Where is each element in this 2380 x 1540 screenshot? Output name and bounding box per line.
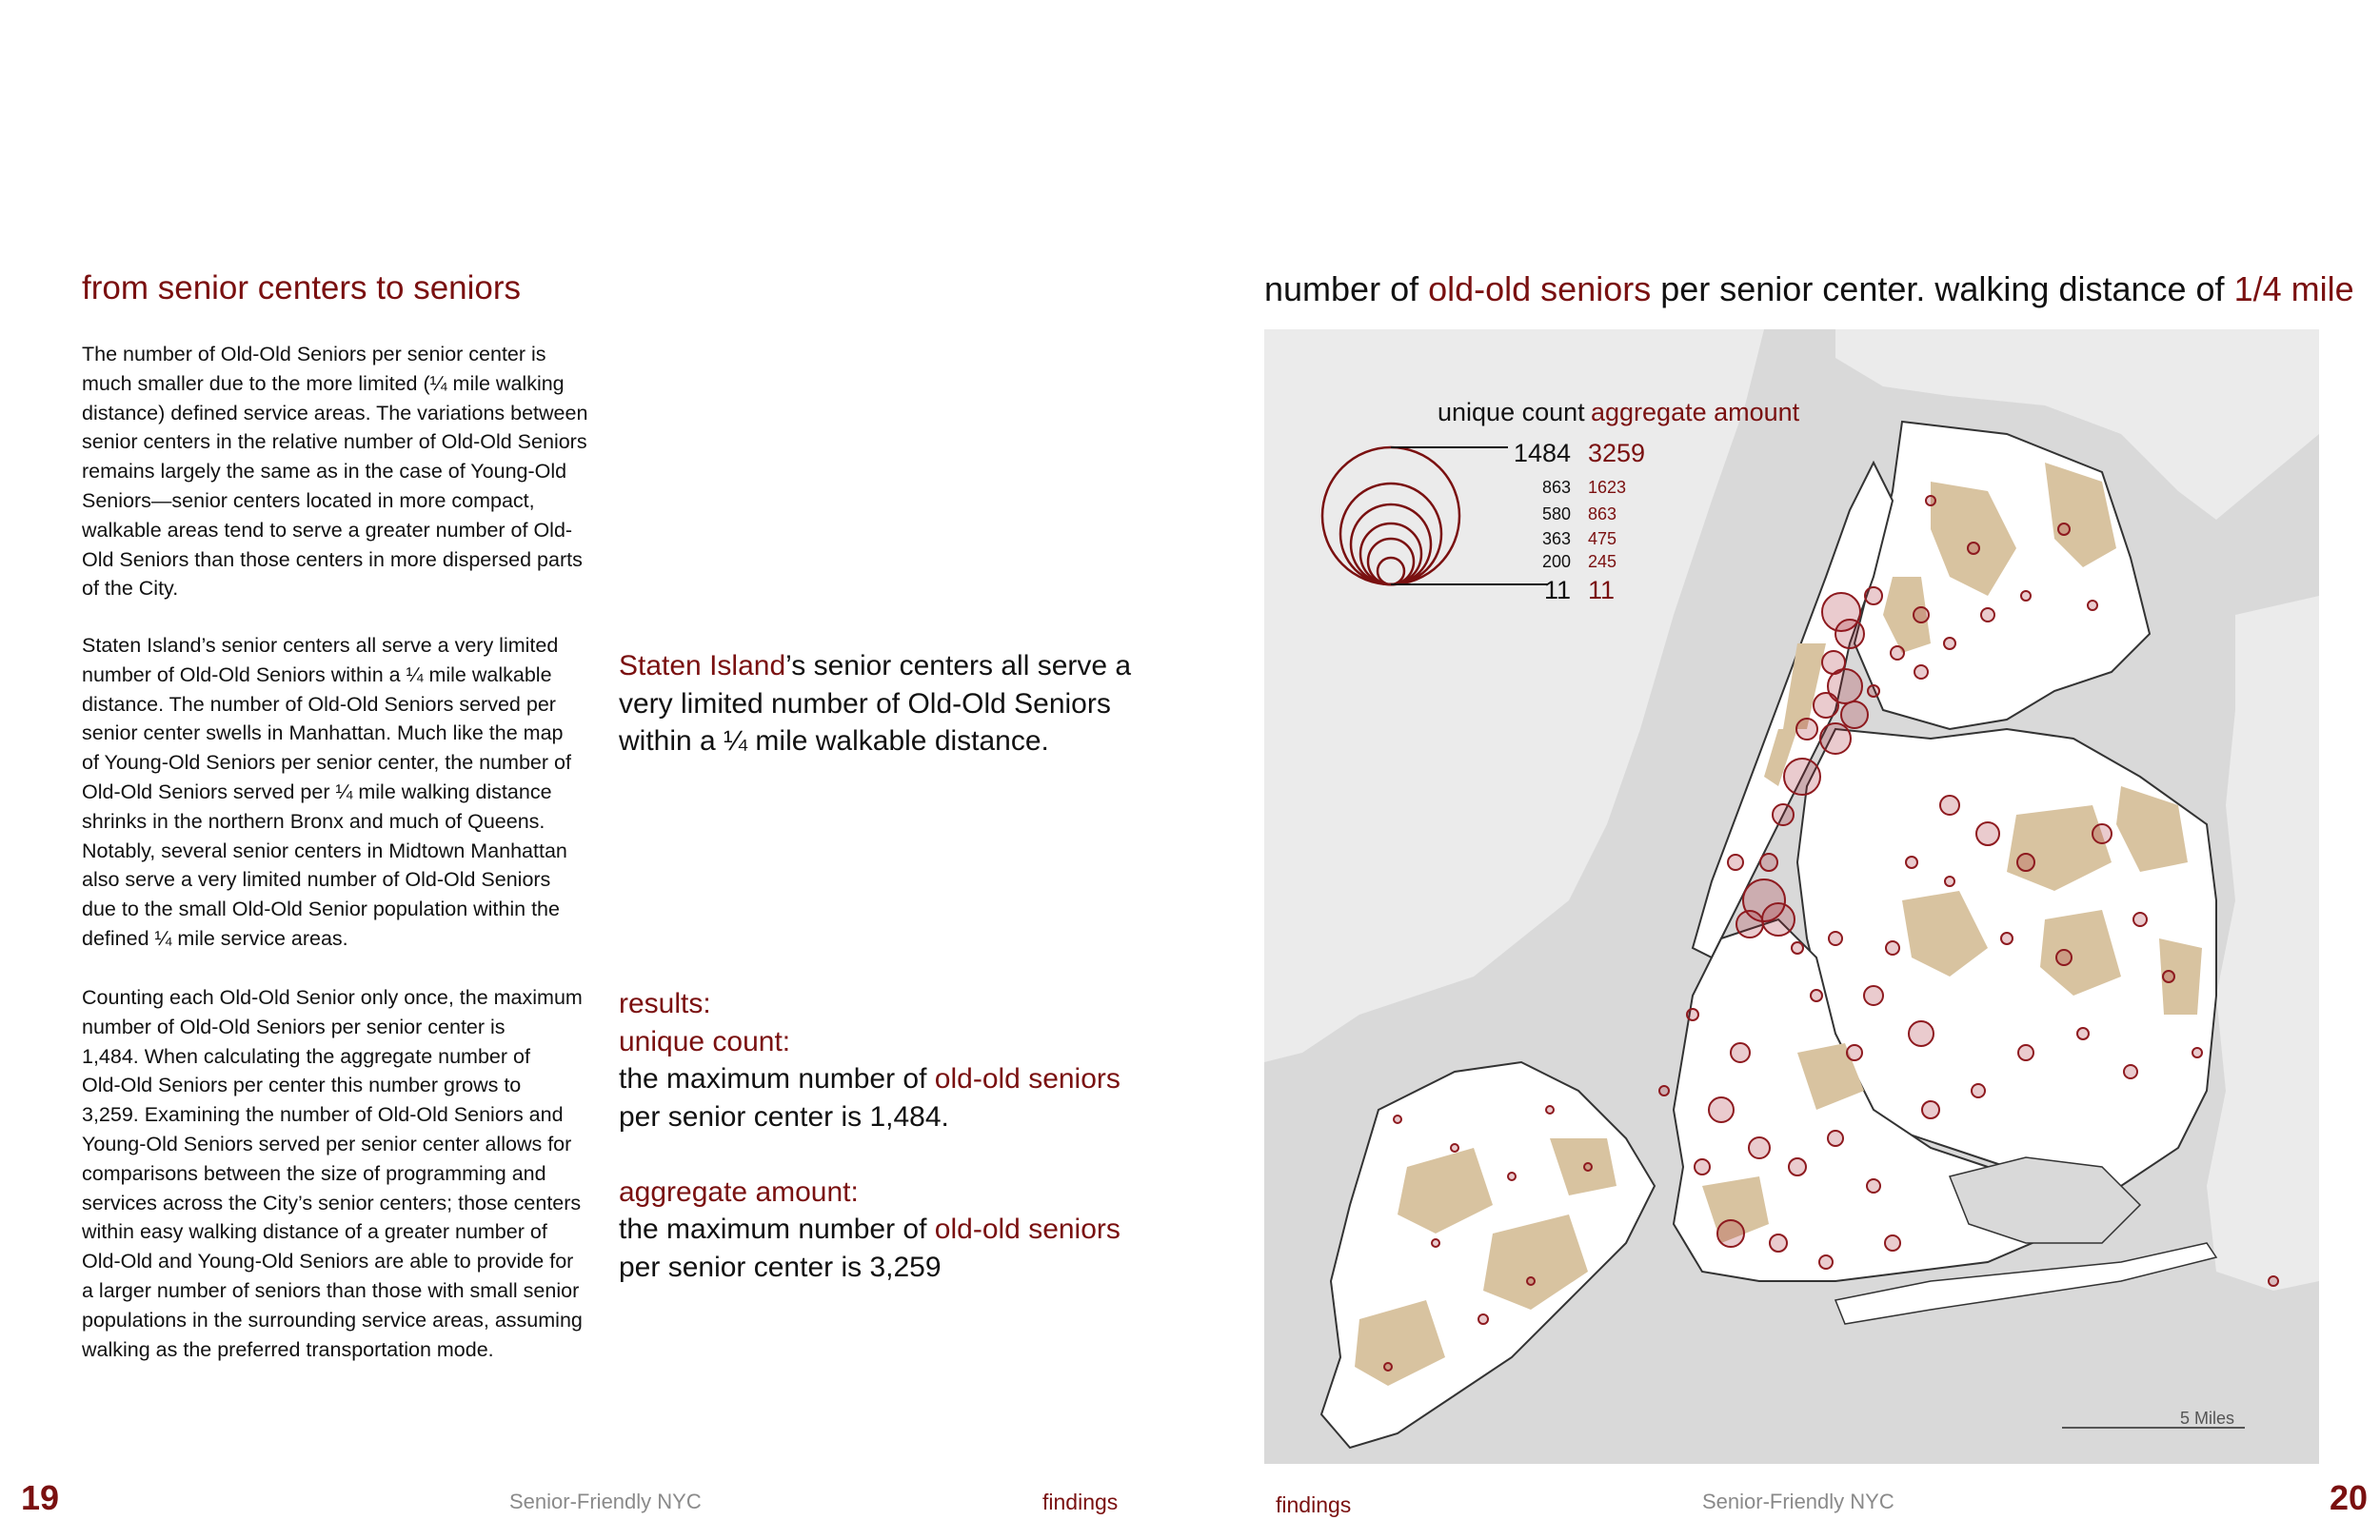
senior-center-marker bbox=[1736, 911, 1763, 938]
paragraph-line: walking as the preferred transportation mode. bbox=[82, 1337, 494, 1361]
legend-unique-value: 11 bbox=[1543, 576, 1571, 604]
senior-center-marker bbox=[1508, 1173, 1516, 1180]
senior-center-marker bbox=[1762, 903, 1795, 936]
pullquote-highlight: Staten Island bbox=[619, 650, 786, 681]
pullquote-line-1 bbox=[619, 647, 1152, 685]
senior-center-marker bbox=[1835, 620, 1864, 648]
senior-center-marker bbox=[2133, 913, 2147, 926]
paragraph-line: number of Old-Old Seniors per senior center is bbox=[82, 1015, 506, 1038]
nyc-map bbox=[1264, 329, 2319, 1464]
unique-line-prefix: the maximum number of bbox=[619, 1063, 935, 1095]
body-paragraph-1 bbox=[82, 340, 591, 603]
senior-center-marker bbox=[1945, 877, 1954, 886]
senior-center-marker bbox=[1432, 1239, 1439, 1247]
scale-label: 5 Miles bbox=[2180, 1409, 2235, 1428]
pullquote-line-2: very limited number of Old-Old Seniors bbox=[619, 687, 1111, 720]
paragraph-line: due to the small Old-Old Senior population within the bbox=[82, 898, 560, 921]
senior-center-marker bbox=[1796, 719, 1817, 740]
senior-center-marker bbox=[1384, 1363, 1392, 1371]
senior-center-marker bbox=[1976, 822, 1999, 845]
unique-line-highlight: old-old seniors bbox=[934, 1063, 1121, 1095]
paragraph-line: The number of Old-Old Seniors per senior center is bbox=[82, 343, 546, 365]
paragraph-line: of Young-Old Seniors per senior center, the number of bbox=[82, 751, 571, 775]
aggregate-amount-heading: aggregate amount: bbox=[619, 1175, 859, 1208]
legend-aggregate-value: 245 bbox=[1588, 552, 1617, 571]
page-number-left: 19 bbox=[21, 1478, 60, 1517]
paragraph-line: Old-Old Seniors per center this number grows to bbox=[82, 1074, 522, 1097]
paragraph-line: shrinks in the northern Bronx and much of Queens. bbox=[82, 809, 545, 833]
legend-unique-heading: unique count bbox=[1438, 398, 1585, 426]
senior-center-marker bbox=[1770, 1234, 1787, 1252]
senior-center-marker bbox=[2124, 1065, 2137, 1078]
senior-center-marker bbox=[1940, 796, 1959, 815]
senior-center-marker bbox=[1451, 1144, 1458, 1152]
legend-aggregate-value: 1623 bbox=[1588, 478, 1627, 497]
paragraph-line: Old-Old and Young-Old Seniors are able to provide for bbox=[82, 1250, 574, 1273]
paragraph-line: senior centers in the relative number of Old-Old Seniors bbox=[82, 430, 587, 454]
body-paragraph-3 bbox=[82, 983, 591, 1364]
legend-unique-value: 580 bbox=[1541, 504, 1571, 523]
paragraph-line: Notably, several senior centers in Midtown Manhattan bbox=[82, 839, 567, 862]
senior-center-marker bbox=[1906, 857, 1917, 868]
paragraph-line: remains largely the same as in the case of Young-Old bbox=[82, 460, 567, 484]
senior-center-marker bbox=[1909, 1021, 1934, 1046]
senior-center-marker bbox=[2269, 1276, 2278, 1286]
legend-unique-value: 363 bbox=[1541, 529, 1571, 548]
senior-center-marker bbox=[1914, 607, 1929, 622]
legend-unique-value: 1484 bbox=[1513, 439, 1571, 467]
results-heading: results: bbox=[619, 988, 711, 1019]
map-title-highlight-2: 1/4 mile bbox=[2233, 269, 2354, 308]
paragraph-line: populations in the surrounding service areas, assuming bbox=[82, 1308, 583, 1332]
senior-center-marker bbox=[1829, 932, 1842, 945]
paragraph-line: also serve a very limited number of Old-Old Seniors bbox=[82, 868, 551, 892]
senior-center-marker bbox=[1814, 693, 1838, 718]
senior-center-marker bbox=[1865, 587, 1882, 604]
footer-section-left: findings bbox=[1042, 1490, 1119, 1514]
senior-center-marker bbox=[1659, 1086, 1669, 1096]
senior-center-marker bbox=[1478, 1314, 1488, 1324]
legend-unique-value: 863 bbox=[1541, 478, 1571, 497]
footer-title-left: Senior-Friendly NYC bbox=[509, 1490, 702, 1513]
senior-center-marker bbox=[1891, 646, 1904, 660]
unique-count-line-1 bbox=[619, 1060, 1152, 1098]
body-paragraph-2 bbox=[82, 631, 591, 954]
paragraph-line: a larger number of seniors than those with small senior bbox=[82, 1278, 580, 1302]
paragraph-line: number of Old-Old Seniors within a ¼ mile walkable bbox=[82, 662, 552, 686]
senior-center-marker bbox=[2056, 950, 2072, 965]
paragraph-line: Staten Island’s senior centers all serve a very limited bbox=[82, 634, 559, 657]
senior-center-marker bbox=[1819, 1255, 1833, 1269]
senior-center-marker bbox=[1394, 1116, 1401, 1123]
paragraph-line: 1,484. When calculating the aggregate number of bbox=[82, 1044, 530, 1068]
pullquote-line-1-rest: ’s senior centers all serve a bbox=[785, 650, 1132, 681]
left-page-heading: from senior centers to seniors bbox=[82, 269, 522, 306]
senior-center-marker bbox=[1914, 665, 1928, 679]
paragraph-line: much smaller due to the more limited (¼ mile walking bbox=[82, 371, 565, 395]
paragraph-line: distance. The number of Old-Old Seniors served per bbox=[82, 692, 556, 716]
senior-center-marker bbox=[1944, 638, 1955, 649]
paragraph-line: Counting each Old-Old Senior only once, the maximum bbox=[82, 986, 583, 1009]
senior-center-marker bbox=[1792, 942, 1803, 954]
paragraph-line: comparisons between the size of programming and bbox=[82, 1161, 546, 1185]
senior-center-marker bbox=[1820, 723, 1851, 754]
senior-center-marker bbox=[1968, 543, 1979, 554]
senior-center-marker bbox=[1584, 1163, 1592, 1171]
senior-center-marker bbox=[2092, 824, 2112, 843]
results-box bbox=[619, 985, 1152, 1286]
senior-center-marker bbox=[1784, 759, 1820, 795]
senior-center-marker bbox=[1731, 1043, 1750, 1062]
legend-aggregate-value: 3259 bbox=[1588, 439, 1646, 467]
map-title bbox=[1264, 269, 2354, 309]
paragraph-line: of the City. bbox=[82, 577, 179, 601]
aggregate-line-2: per senior center is 3,259 bbox=[619, 1251, 942, 1283]
senior-center-marker bbox=[1709, 1097, 1734, 1122]
senior-center-marker bbox=[1695, 1159, 1710, 1175]
senior-center-marker bbox=[2001, 933, 2013, 944]
footer-section-right: findings bbox=[1276, 1492, 1352, 1517]
senior-center-marker bbox=[1760, 854, 1777, 871]
senior-center-marker bbox=[2163, 971, 2174, 982]
senior-center-marker bbox=[1868, 685, 1879, 697]
map-title-part-1: number of bbox=[1264, 269, 1429, 308]
legend-aggregate-heading: aggregate amount bbox=[1591, 398, 1800, 426]
legend-aggregate-value: 475 bbox=[1588, 529, 1617, 548]
senior-center-marker bbox=[1922, 1101, 1939, 1118]
senior-center-marker bbox=[1546, 1106, 1554, 1114]
legend-aggregate-value: 11 bbox=[1588, 576, 1616, 604]
paragraph-line: Old Seniors than those centers in more dispersed parts bbox=[82, 547, 583, 571]
paragraph-line: senior center swells in Manhattan. Much like the map bbox=[82, 721, 564, 745]
senior-center-marker bbox=[1749, 1137, 1770, 1158]
senior-center-marker bbox=[1841, 701, 1868, 728]
senior-center-marker bbox=[1926, 496, 1935, 505]
senior-center-marker bbox=[1972, 1084, 1985, 1097]
senior-center-marker bbox=[1717, 1220, 1744, 1247]
senior-center-marker bbox=[1847, 1045, 1862, 1060]
legend-aggregate-value: 863 bbox=[1588, 504, 1617, 523]
senior-center-marker bbox=[1687, 1009, 1698, 1020]
senior-center-marker bbox=[2088, 601, 2097, 610]
paragraph-line: Old-Old Seniors served per ¼ mile walking distance bbox=[82, 780, 552, 803]
senior-center-marker bbox=[2077, 1028, 2089, 1039]
paragraph-line: Young-Old Seniors served per senior center allows for bbox=[82, 1132, 572, 1155]
senior-center-marker bbox=[1867, 1179, 1880, 1193]
senior-center-marker bbox=[2192, 1048, 2202, 1057]
aggregate-line-prefix: the maximum number of bbox=[619, 1214, 935, 1245]
paragraph-line: 3,259. Examining the number of Old-Old Seniors and bbox=[82, 1103, 564, 1127]
legend-unique-value: 200 bbox=[1541, 552, 1571, 571]
map-title-highlight-1: old-old seniors bbox=[1428, 269, 1652, 308]
senior-center-marker bbox=[1828, 1131, 1843, 1146]
unique-count-line-2: per senior center is 1,484. bbox=[619, 1100, 949, 1133]
results-spacer bbox=[619, 1135, 1152, 1174]
senior-center-marker bbox=[2018, 1045, 2033, 1060]
page-number-right: 20 bbox=[2330, 1478, 2369, 1517]
senior-center-marker bbox=[2017, 854, 2034, 871]
senior-center-marker bbox=[1773, 804, 1794, 825]
senior-center-marker bbox=[1885, 1235, 1900, 1251]
senior-center-marker bbox=[1981, 608, 1994, 622]
map-canvas bbox=[1264, 329, 2319, 1464]
paragraph-line: distance) defined service areas. The variations between bbox=[82, 401, 588, 424]
aggregate-line-highlight: old-old seniors bbox=[934, 1214, 1121, 1245]
senior-center-marker bbox=[1728, 855, 1743, 870]
aggregate-line-1 bbox=[619, 1211, 1152, 1249]
senior-center-marker bbox=[1789, 1158, 1806, 1175]
paragraph-line: walkable areas tend to serve a greater number of Old- bbox=[82, 518, 573, 542]
senior-center-marker bbox=[2058, 523, 2070, 535]
pullquote bbox=[619, 647, 1152, 760]
senior-center-marker bbox=[2021, 591, 2031, 601]
paragraph-line: within easy walking distance of a greater number of bbox=[82, 1220, 547, 1244]
footer-title-right: Senior-Friendly NYC bbox=[1702, 1490, 1894, 1513]
paragraph-line: Seniors—senior centers located in more compact, bbox=[82, 488, 535, 512]
pullquote-line-3: within a ¼ mile walkable distance. bbox=[619, 725, 1049, 757]
senior-center-marker bbox=[1864, 986, 1883, 1005]
senior-center-marker bbox=[1886, 941, 1899, 955]
map-title-part-2: per senior center. walking distance of bbox=[1651, 269, 2234, 308]
paragraph-line: defined ¼ mile service areas. bbox=[82, 926, 348, 950]
senior-center-marker bbox=[1811, 990, 1822, 1001]
unique-count-heading: unique count: bbox=[619, 1025, 791, 1057]
paragraph-line: services across the City’s senior centers; those centers bbox=[82, 1191, 582, 1214]
senior-center-marker bbox=[1527, 1277, 1535, 1285]
